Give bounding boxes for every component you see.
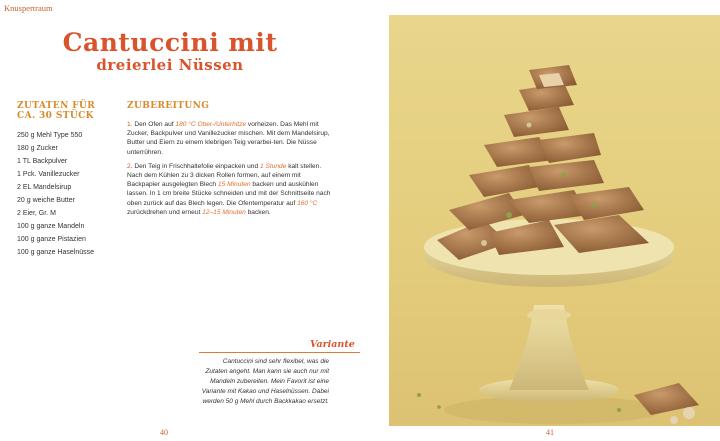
step-number: 2. (127, 162, 133, 170)
ingredient-item: 1 Pck. Vanillezucker (17, 171, 80, 178)
ingredients-heading-line1: ZUTATEN FÜR (17, 101, 96, 111)
highlight: 160 °C (297, 199, 318, 207)
variant-divider (199, 352, 360, 353)
stand-knob (527, 309, 571, 321)
ingredients-list (17, 129, 94, 259)
ingredient-item: 2 EL Mandelsirup (17, 184, 72, 191)
highlight: 180 °C Ober-/Unterhitze (175, 121, 247, 128)
page-number-left: 40 (160, 428, 168, 437)
ingredient-item: 180 g Zucker (17, 145, 58, 152)
recipe-title: Cantuccini mit (62, 28, 278, 57)
step-number: 1. (127, 121, 133, 128)
cantuccini-photo (389, 15, 720, 426)
recipe-subtitle: dreierlei Nüssen (96, 56, 244, 74)
variant-text: Cantuccini sind sehr flexibel, was die Zutaten angeht. Man kann sie auch nur mit Mandeln zubereiten. Mein Favorit ist eine Variante mit Kakao und Haselnüssen. Dabei werden 50 g Mehl durch Backkakao ersetzt. (201, 358, 329, 405)
preparation-steps (127, 120, 335, 222)
ingredient-item: 2 Eier, Gr. M (17, 210, 56, 217)
variant-title: Variante (310, 339, 355, 350)
ingredients-heading-line2: CA. 30 STÜCK (17, 111, 94, 121)
ingredient-item: 100 g ganze Mandeln (17, 223, 85, 230)
step-2: 2. Den Teig in Frischhaltefolie einpacken und 1 Stunde kalt stellen. Nach dem Kühlen zu 3 dicken Rollen formen, auf einem mit Backpapier ausgelegten Blech 15 Minuten backen und auskühlen lassen. In 1 cm breite Stücke schneiden und mit der Schnittseite nach oben zurück auf das Blech legen. Die Ofentemperatur auf 160 °C zurückdrehen und erneut 12–15 Minuten backen. (127, 162, 331, 216)
highlight: 15 Minuten (217, 181, 251, 189)
highlight: 12–15 Minuten (202, 208, 246, 216)
step-1: 1. Den Ofen auf 180 °C Ober-/Unterhitze vorheizen. Das Mehl mit Zucker, Backpulver und Vanillezucker mischen. Mit dem Mandelsirup, Butter und Eiern zu einem klebrigen Teig verarbei-ten. Die Nüsse unterrühren. (127, 121, 330, 156)
book-name: Knuspertraum (4, 3, 53, 13)
ingredient-item: 250 g Mehl Type 550 (17, 132, 83, 139)
ingredient-item: 20 g weiche Butter (17, 197, 75, 204)
ingredient-item: 1 TL Backpulver (17, 158, 68, 165)
ingredient-item: 100 g ganze Haselnüsse (17, 249, 95, 256)
ingredient-item: 100 g ganze Pistazien (17, 236, 86, 243)
page-number-right: 41 (546, 428, 554, 437)
highlight: 1 Stunde (259, 162, 287, 170)
ingredients-heading (17, 101, 95, 121)
preparation-heading: ZUBEREITUNG (127, 101, 210, 111)
